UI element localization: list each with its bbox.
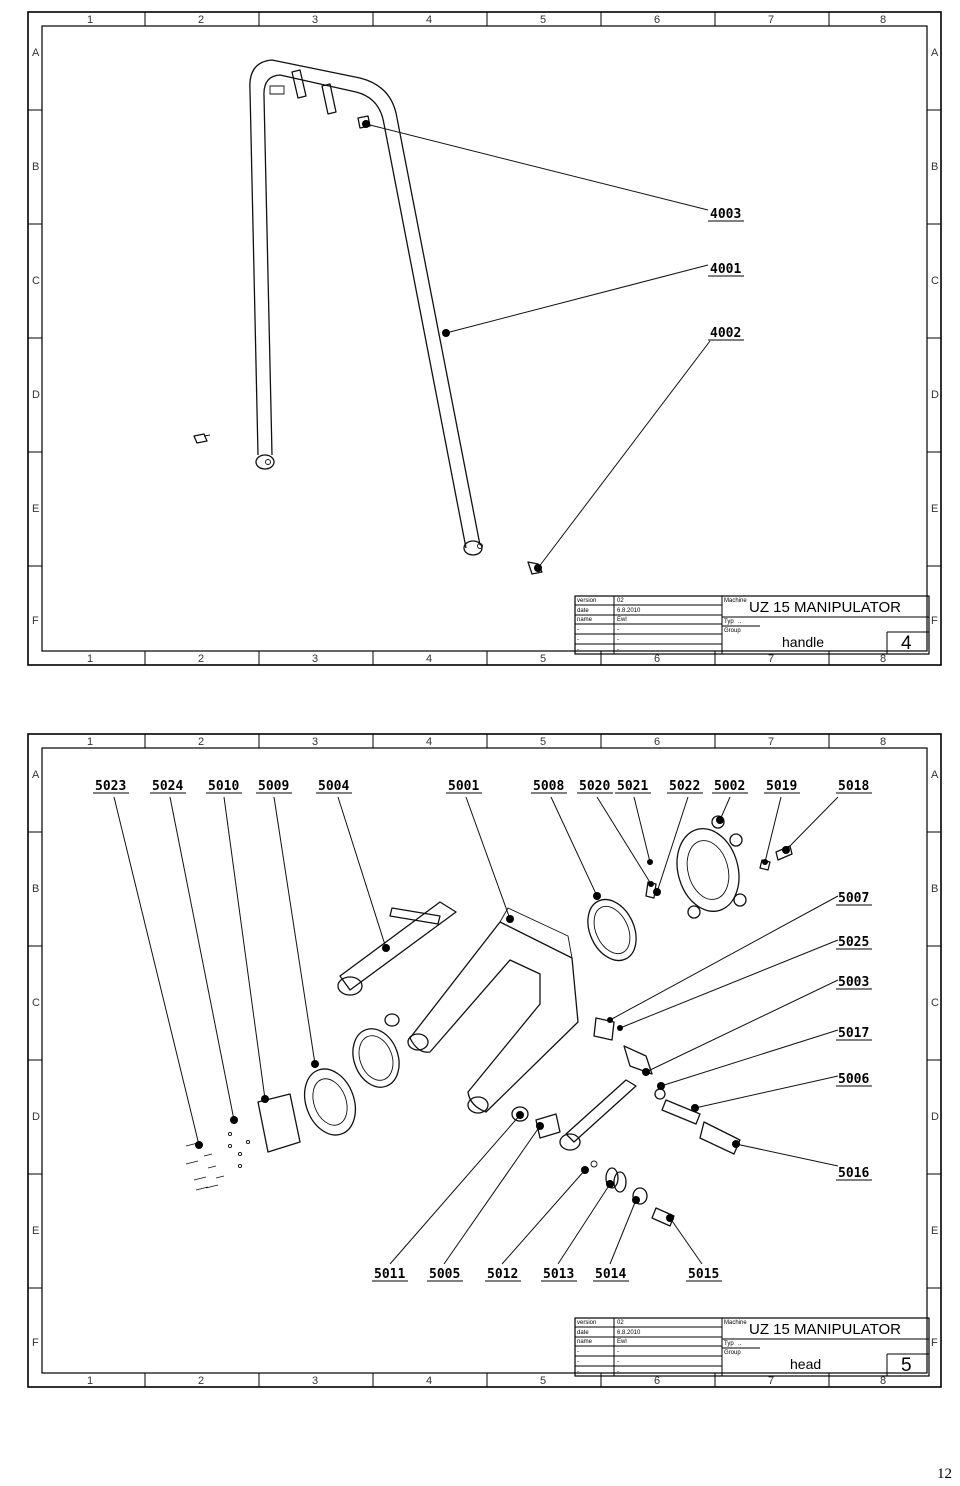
svg-text:8: 8 (880, 1375, 887, 1387)
svg-text:3: 3 (312, 653, 319, 665)
callout-5011: 5011 (374, 1267, 406, 1282)
zone-markers (28, 12, 941, 665)
main-frame-part (385, 908, 578, 1113)
flange-ring-parts (296, 1022, 407, 1142)
svg-text:1: 1 (87, 1375, 94, 1387)
svg-text:5: 5 (540, 14, 547, 26)
callout-5013: 5013 (543, 1267, 575, 1282)
callout-labels-bottom (372, 1267, 722, 1282)
svg-text:5: 5 (540, 653, 547, 665)
svg-text:-: - (617, 627, 619, 633)
callout-5018: 5018 (838, 779, 870, 794)
title-block (575, 596, 929, 654)
title-block (575, 1318, 929, 1376)
callout-5024: 5024 (152, 779, 184, 794)
svg-text:D: D (931, 389, 939, 401)
svg-text:4: 4 (426, 1375, 433, 1387)
svg-text:Group: Group (724, 628, 741, 634)
svg-text:E: E (32, 503, 40, 515)
svg-text:5: 5 (540, 1375, 547, 1387)
machine-title: UZ 15 MANIPULATOR (749, 1321, 901, 1338)
callout-4003: 4003 (710, 207, 742, 222)
leader-lines (114, 797, 838, 1264)
svg-text:-: - (577, 1349, 579, 1355)
svg-text:5: 5 (540, 736, 547, 748)
svg-text:Machine: Machine (724, 1320, 747, 1326)
callout-5009: 5009 (258, 779, 290, 794)
svg-text:D: D (931, 1111, 939, 1123)
svg-text:version: version (577, 1320, 597, 1326)
svg-text:C: C (32, 275, 40, 287)
svg-text:A: A (32, 47, 40, 59)
callout-5020: 5020 (579, 779, 611, 794)
svg-text:1: 1 (87, 653, 94, 665)
svg-text:name: name (577, 1339, 593, 1345)
svg-text:3: 3 (312, 736, 319, 748)
svg-text:02: 02 (617, 1320, 624, 1326)
callout-5023: 5023 (95, 779, 127, 794)
svg-text:8: 8 (880, 736, 887, 748)
callout-5002: 5002 (714, 779, 746, 794)
svg-text:F: F (931, 1337, 938, 1349)
svg-text:4: 4 (426, 653, 433, 665)
callout-labels-top (93, 779, 872, 794)
svg-text:2: 2 (198, 1375, 205, 1387)
svg-text:-: - (577, 647, 579, 653)
lever-part (338, 902, 456, 995)
svg-text:date: date (577, 608, 589, 614)
callout-5004: 5004 (318, 779, 350, 794)
svg-text:date: date (577, 1330, 589, 1336)
svg-text:B: B (32, 161, 40, 173)
svg-text:3: 3 (312, 14, 319, 26)
svg-text:-: - (617, 1369, 619, 1375)
svg-text:2: 2 (198, 653, 205, 665)
svg-text:D: D (32, 389, 40, 401)
svg-text:-: - (617, 647, 619, 653)
svg-text:2: 2 (198, 736, 205, 748)
svg-text:2: 2 (198, 14, 205, 26)
svg-text:F: F (32, 615, 39, 627)
svg-text:6.8.2010: 6.8.2010 (617, 1330, 641, 1336)
callout-5017: 5017 (838, 1026, 870, 1041)
svg-text:1: 1 (87, 14, 94, 26)
callout-5008: 5008 (533, 779, 565, 794)
svg-text:6: 6 (654, 653, 661, 665)
svg-text:-: - (617, 1349, 619, 1355)
svg-text:Ewl: Ewl (617, 617, 627, 623)
svg-text:A: A (931, 47, 939, 59)
svg-text:name: name (577, 617, 593, 623)
drawing-sheet-head (0, 722, 960, 1402)
machine-title: UZ 15 MANIPULATOR (749, 599, 901, 616)
housing-5002-part (668, 816, 748, 918)
svg-text:-: - (617, 1359, 619, 1365)
svg-text:A: A (32, 769, 40, 781)
ring-5008-part (579, 892, 646, 969)
callout-labels (708, 207, 744, 341)
svg-text:7: 7 (768, 14, 775, 26)
svg-text:B: B (931, 161, 939, 173)
svg-text:F: F (32, 1337, 39, 1349)
svg-text:-: - (577, 1369, 579, 1375)
group-number: 5 (901, 1355, 912, 1376)
svg-text:7: 7 (768, 653, 775, 665)
screw-set-parts (186, 1132, 250, 1190)
callout-5001: 5001 (448, 779, 480, 794)
callout-5022: 5022 (669, 779, 701, 794)
svg-text:A: A (931, 769, 939, 781)
svg-text:Typ: Typ (724, 619, 734, 625)
callout-5015: 5015 (688, 1267, 720, 1282)
svg-text:7: 7 (768, 1375, 775, 1387)
callout-5014: 5014 (595, 1267, 627, 1282)
page-number: 12 (937, 1466, 952, 1482)
group-name: handle (782, 634, 825, 650)
svg-text:C: C (931, 997, 939, 1009)
handle-tube-part (250, 60, 483, 555)
svg-text:F: F (931, 615, 938, 627)
svg-text:8: 8 (880, 14, 887, 26)
callout-5010: 5010 (208, 779, 240, 794)
callout-4002: 4002 (710, 326, 742, 341)
svg-text:02: 02 (617, 598, 624, 604)
svg-text:Machine: Machine (724, 598, 747, 604)
callout-5021: 5021 (617, 779, 649, 794)
svg-text:7: 7 (768, 736, 775, 748)
svg-text:E: E (931, 503, 939, 515)
drawing-sheet-handle (0, 0, 960, 680)
callout-5025: 5025 (838, 935, 870, 950)
leader-lines (362, 120, 710, 572)
callout-labels-right (836, 891, 872, 1181)
svg-text:-: - (617, 637, 619, 643)
small-parts (512, 846, 792, 1226)
svg-text:1: 1 (87, 736, 94, 748)
svg-text:Group: Group (724, 1350, 741, 1356)
bracket-parts (270, 70, 336, 114)
svg-text:Typ: Typ (724, 1341, 734, 1347)
svg-text:-: - (577, 1359, 579, 1365)
bolt-parts (194, 116, 542, 574)
callout-5006: 5006 (838, 1072, 870, 1087)
group-name: head (790, 1356, 822, 1372)
svg-text:6: 6 (654, 736, 661, 748)
svg-text:-: - (577, 637, 579, 643)
svg-text:C: C (931, 275, 939, 287)
callout-4001: 4001 (710, 262, 742, 277)
svg-text:4: 4 (426, 14, 433, 26)
svg-text:4: 4 (426, 736, 433, 748)
svg-text:-: - (577, 627, 579, 633)
group-number: 4 (901, 633, 912, 654)
svg-text:..: .. (738, 619, 742, 625)
svg-text:E: E (931, 1225, 939, 1237)
callout-5012: 5012 (487, 1267, 519, 1282)
svg-text:Ewl: Ewl (617, 1339, 627, 1345)
svg-text:6: 6 (654, 14, 661, 26)
sheet-frame (28, 12, 941, 665)
svg-text:D: D (32, 1111, 40, 1123)
svg-text:C: C (32, 997, 40, 1009)
callout-5005: 5005 (429, 1267, 461, 1282)
svg-text:B: B (931, 883, 939, 895)
svg-text:version: version (577, 598, 597, 604)
callout-5007: 5007 (838, 891, 870, 906)
callout-5016: 5016 (838, 1166, 870, 1181)
svg-text:..: .. (738, 1341, 742, 1347)
svg-text:B: B (32, 883, 40, 895)
svg-text:6: 6 (654, 1375, 661, 1387)
svg-text:6.8.2010: 6.8.2010 (617, 608, 641, 614)
svg-text:3: 3 (312, 1375, 319, 1387)
svg-text:E: E (32, 1225, 40, 1237)
svg-text:8: 8 (880, 653, 887, 665)
callout-5019: 5019 (766, 779, 798, 794)
callout-5003: 5003 (838, 975, 870, 990)
